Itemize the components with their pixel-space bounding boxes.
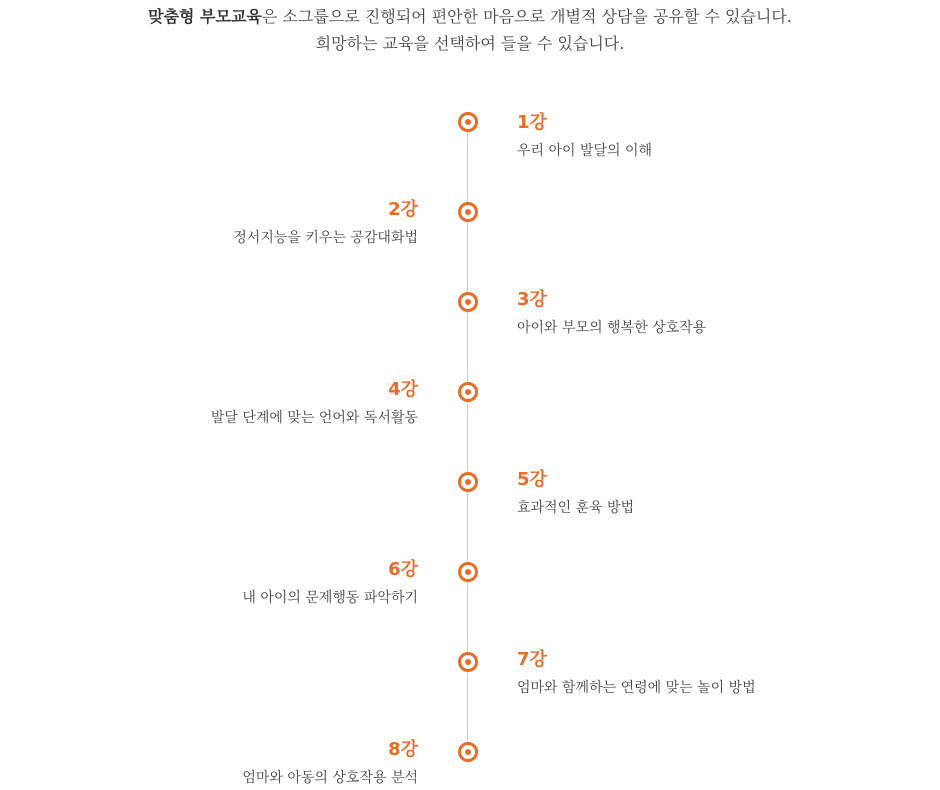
lecture-title: 효과적인 훈육 방법 <box>517 500 635 516</box>
lecture-item-3 <box>517 288 706 338</box>
lecture-number: 6강 <box>388 559 418 580</box>
intro-line-2: 희망하는 교육을 선택하여 들을 수 있습니다. <box>315 34 625 53</box>
lecture-number: 1강 <box>517 112 547 133</box>
lecture-item-5 <box>517 468 634 518</box>
intro-line-1-rest: 은 소그룹으로 진행되어 편안한 마음으로 개별적 상담을 공유할 수 있습니다. <box>261 7 792 26</box>
lecture-item-8 <box>242 738 418 788</box>
lecture-title: 발달 단계에 맞는 언어와 독서활동 <box>210 410 418 426</box>
lecture-item-4 <box>211 378 418 428</box>
lecture-number: 4강 <box>388 379 418 400</box>
intro-highlight: 맞춤형 부모교육 <box>148 7 262 26</box>
timeline-node-icon <box>458 742 478 762</box>
lecture-title: 엄마와 함께하는 연령에 맞는 놀이 방법 <box>517 680 756 696</box>
lecture-item-1 <box>517 111 652 161</box>
timeline-node-icon <box>458 472 478 492</box>
lecture-title: 우리 아이 발달의 이해 <box>517 143 653 159</box>
lecture-title: 아이와 부모의 행복한 상호작용 <box>517 320 707 336</box>
lecture-number: 5강 <box>517 469 547 490</box>
timeline-node-icon <box>458 292 478 312</box>
lecture-number: 8강 <box>388 739 418 760</box>
lecture-item-2 <box>233 198 418 248</box>
timeline-node-icon <box>458 562 478 582</box>
lecture-number: 7강 <box>517 649 547 670</box>
lecture-item-7 <box>517 648 756 698</box>
timeline-node-icon <box>458 112 478 132</box>
timeline-node-icon <box>458 382 478 402</box>
lecture-item-6 <box>242 558 418 608</box>
lecture-title: 내 아이의 문제행동 파악하기 <box>242 590 418 606</box>
lecture-number: 2강 <box>388 199 418 220</box>
timeline-node-icon <box>458 202 478 222</box>
lecture-title: 정서지능을 키우는 공감대화법 <box>233 230 418 246</box>
lecture-number: 3강 <box>517 289 547 310</box>
lecture-title: 엄마와 아동의 상호작용 분석 <box>242 770 418 786</box>
timeline-node-icon <box>458 652 478 672</box>
